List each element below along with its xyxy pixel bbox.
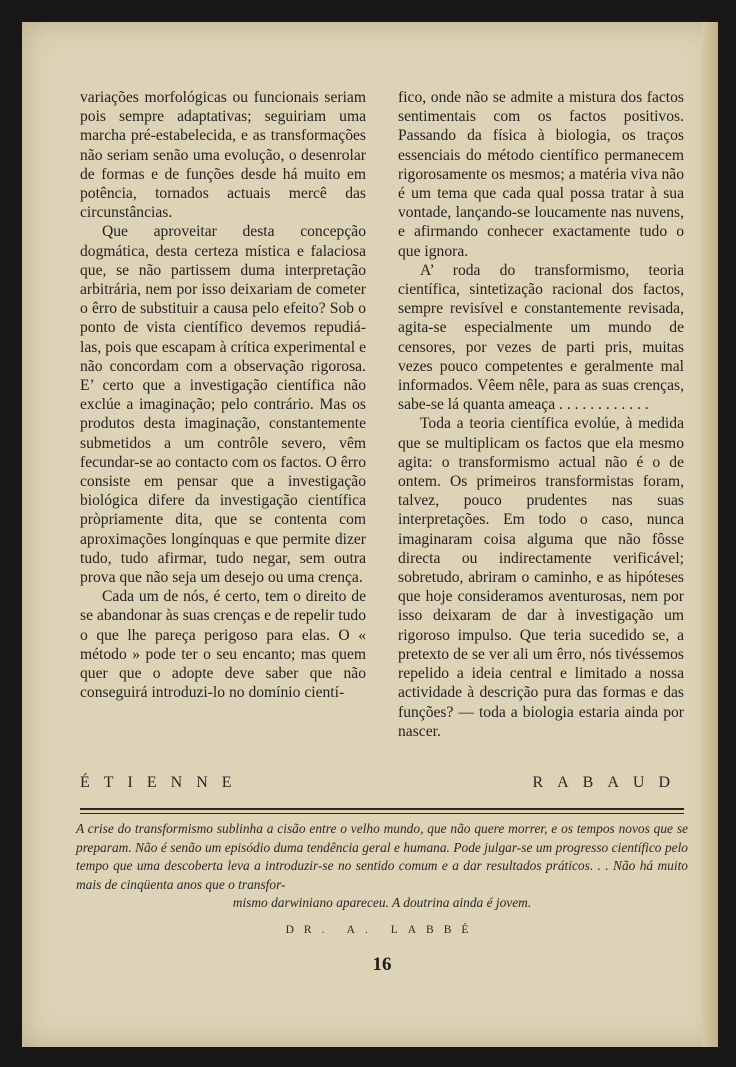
divider-thick bbox=[80, 808, 684, 810]
paragraph: A’ roda do transformismo, teoria científica, sintetização racional dos factos, sempre revisível e constantemente revisada, agita-se especialmente um mundo de censores, por vezes de parti pris, muitas vezes pouco competentes e geralmente mal informados. Vêem nêle, para as suas crenças, sabe-se lá quanta ameaça . . . . . . . . . . . . bbox=[398, 261, 684, 414]
right-column bbox=[398, 88, 684, 741]
page-number: 16 bbox=[372, 954, 392, 975]
author-first-name: ÉTIENNE bbox=[80, 774, 246, 791]
quote-author: DR. A. LABBÉ bbox=[285, 924, 479, 936]
divider-thin bbox=[80, 813, 684, 814]
paragraph: Cada um de nós, é certo, tem o direito de se abandonar às suas crenças e de repelir tudo o que lhe pareça perigoso para elas. O « método » pode ter o seu encanto; mas quem quer que o adopte deve saber que não conseguirá introduzi-lo no domínio cientí- bbox=[80, 588, 366, 702]
paragraph: Toda a teoria científica evolúe, à medida que se multiplicam os factos que ela mesmo agita: o transformismo actual não é o de ontem. Os primeiros transformistas foram, talvez, pouco prudentes nas suas interpretações. Em todo o caso, nunca imaginaram coisa alguma que não fôsse directa ou indirectamente verificável; sobretudo, abriram o caminho, e as hipóteses que hoje consideramos aventurosas, nem por isso deixaram de dar à investigação um rigoroso impulso. Que teria sucedido se, a pretexto de se ver ali um êrro, nós tivéssemos repelido a ideia central e limitado a nossa actividade à descrição pura das formas e das funções? — toda a biologia estaria ainda por nascer. bbox=[398, 415, 684, 740]
quote-text: A crise do transformismo sublinha a cisão entre o velho mundo, que não quere morrer, e os tempos novos que se preparam. Não é senão um episódio duma tendência geral e humana. Pode julgar-se um progresso científico pelo tempo que uma descoberta leva a introduzir-se no sentido comum e a dar resultados práticos. . . Não há muito mais de cinqüenta anos que o transfor- bbox=[76, 821, 688, 892]
paragraph: variações morfológicas ou funcionais seriam pois sempre adaptativas; seguiriam uma marcha pré-estabelecida, e as transformações não seriam senão uma evolução, o desenrolar de formas e de funções desde há muito em potência, tornados actuais mercê das circunstâncias. bbox=[80, 89, 366, 222]
article-author bbox=[80, 774, 684, 792]
quote-last-line: mismo darwiniano apareceu. A doutrina ainda é jovem. bbox=[232, 895, 532, 911]
epigraph-quote bbox=[76, 820, 688, 913]
book-page bbox=[22, 22, 718, 1047]
left-column bbox=[80, 88, 366, 703]
paragraph: Que aproveitar desta concepção dogmática, desta certeza mística e falaciosa que, se não partissem duma interpretação arbitrária, nem por isso deixariam de cometer o êrro de substituir a causa pelo efeito? Sob o ponto de vista científico devemos repudiá-las, pois que escapam à crítica experimental e não concordam com a observação rigorosa. E’ certo que a investigação científica não exclúe a imaginação; pelo contrário. Mas os produtos desta imaginação, constantemente submetidos a um contrôle severo, vêm fecundar-se ao contacto com os factos. O êrro consiste em pensar que a investigação biológica difere da investigação científica pròpriamente dita, que se contenta com aproximações longínquas e que permite dizer tudo, tudo afirmar, tudo negar, sem outra prova que não seja um desejo ou uma crença. bbox=[80, 223, 366, 587]
author-last-name: RABAUD bbox=[532, 774, 684, 791]
paragraph: fico, onde não se admite a mistura dos factos sentimentais com os factos positivos. Passando da física à biologia, os traços essenciais do método científico permanecem rigorosamente os mesmos; a matéria viva não é um tema que cada qual possa tratar à sua vontade, lançando-se loucamente nas nuvens, e afirmando conhecer exactamente tudo o que ignora. bbox=[398, 89, 684, 260]
page-edge bbox=[702, 22, 718, 1047]
